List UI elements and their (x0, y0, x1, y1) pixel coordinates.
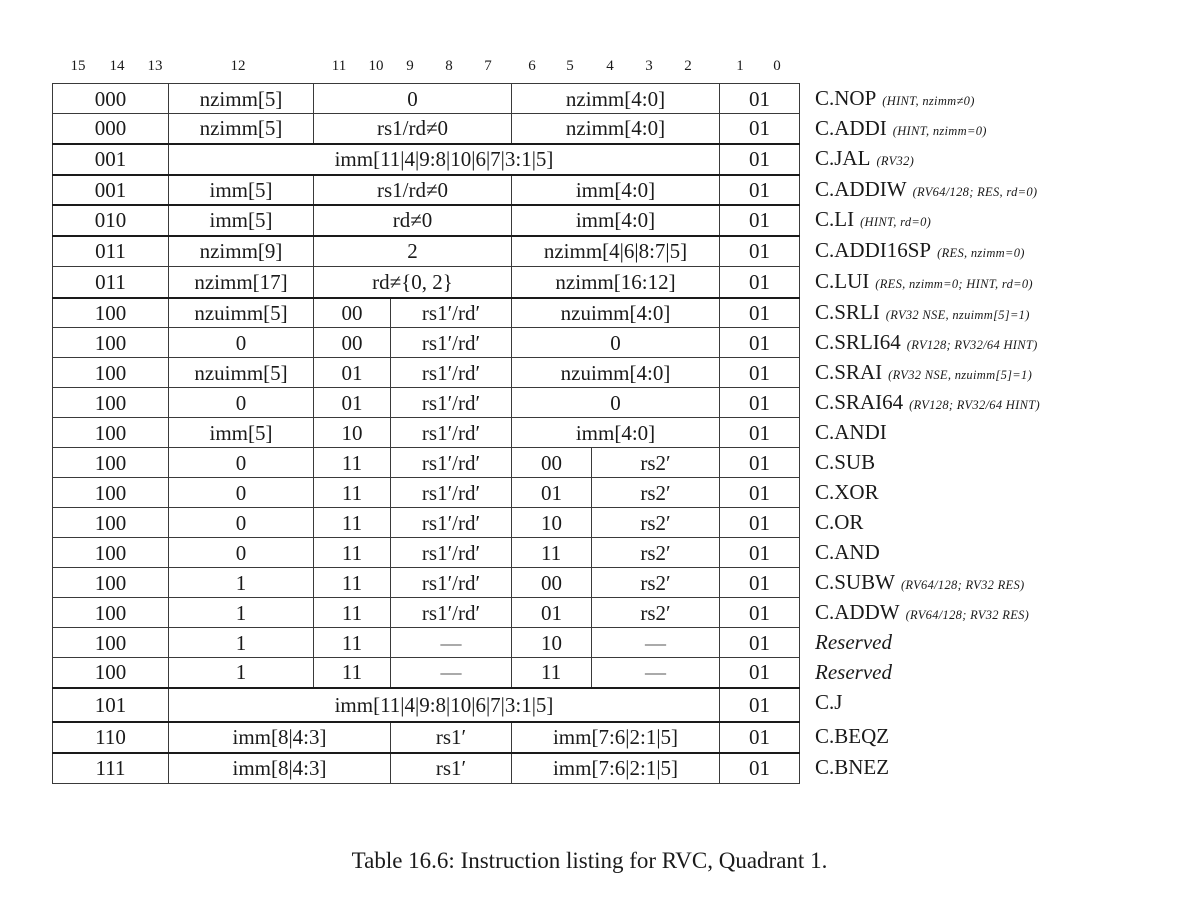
instruction-name: C.BNEZ (815, 755, 890, 779)
encoding-field: 11 (314, 448, 391, 478)
encoding-field: rs1′/rd′ (391, 388, 512, 418)
encoding-field: rs1′/rd′ (391, 538, 512, 568)
encoding-field: 100 (53, 358, 169, 388)
encoding-field: 1 (169, 598, 314, 628)
encoding-field: 0 (169, 448, 314, 478)
encoding-field: 01 (720, 236, 800, 267)
instruction-label (815, 143, 914, 173)
encoding-field: 0 (169, 478, 314, 508)
encoding-table (52, 83, 800, 784)
bit-label: 11 (331, 58, 347, 74)
instruction-note: (RV32) (876, 154, 915, 168)
instruction-name: C.ADDW (815, 600, 900, 624)
encoding-field: imm[4:0] (512, 205, 720, 236)
table-row (53, 236, 800, 267)
instruction-label (815, 266, 1033, 296)
table-row (53, 722, 800, 753)
encoding-field: rd≠{0, 2} (314, 267, 512, 298)
instruction-label (815, 297, 1030, 327)
instruction-label (815, 235, 1025, 265)
encoding-field: 11 (314, 658, 391, 688)
instruction-label (815, 627, 892, 657)
instruction-label (815, 597, 1029, 627)
encoding-field: rs1′ (391, 722, 512, 753)
instruction-name: C.ADDIW (815, 177, 907, 201)
encoding-field: 01 (720, 418, 800, 448)
instruction-name: C.LI (815, 207, 855, 231)
bit-label: 9 (406, 58, 414, 74)
encoding-field: 01 (720, 478, 800, 508)
encoding-field: 01 (512, 598, 592, 628)
encoding-field: 100 (53, 298, 169, 328)
encoding-field: nzuimm[5] (169, 358, 314, 388)
table-row (53, 114, 800, 144)
instruction-name: C.SRAI (815, 360, 883, 384)
encoding-field: rs1′/rd′ (391, 358, 512, 388)
encoding-field: imm[7:6|2:1|5] (512, 722, 720, 753)
bit-label: 12 (230, 58, 246, 74)
instruction-label (815, 657, 892, 687)
table-row (53, 358, 800, 388)
encoding-field: 01 (720, 144, 800, 175)
encoding-field: 1 (169, 568, 314, 598)
encoding-field: rs1′/rd′ (391, 328, 512, 358)
instruction-label (815, 327, 1038, 357)
encoding-field: nzimm[4:0] (512, 114, 720, 144)
bit-label: 3 (645, 58, 653, 74)
table-row (53, 418, 800, 448)
instruction-label (815, 567, 1025, 597)
encoding-field: 01 (720, 358, 800, 388)
encoding-field: 11 (314, 538, 391, 568)
instruction-name: C.SRLI64 (815, 330, 901, 354)
table-row (53, 144, 800, 175)
instruction-name: Reserved (815, 660, 892, 684)
encoding-field: 01 (720, 508, 800, 538)
encoding-field: 101 (53, 688, 169, 722)
encoding-field: imm[8|4:3] (169, 753, 391, 784)
instruction-name: C.SRAI64 (815, 390, 904, 414)
encoding-field: rs2′ (592, 538, 720, 568)
encoding-field: nzuimm[4:0] (512, 298, 720, 328)
encoding-field: 100 (53, 418, 169, 448)
instruction-label (815, 752, 889, 782)
encoding-field: nzimm[4:0] (512, 84, 720, 114)
encoding-field: 100 (53, 388, 169, 418)
instruction-name: C.AND (815, 540, 880, 564)
bit-label: 2 (684, 58, 692, 74)
encoding-field: — (391, 628, 512, 658)
encoding-field: rs1′/rd′ (391, 298, 512, 328)
encoding-field: 01 (720, 175, 800, 205)
encoding-field: 0 (169, 388, 314, 418)
encoding-field: nzuimm[5] (169, 298, 314, 328)
encoding-field: 100 (53, 598, 169, 628)
encoding-field: 10 (314, 418, 391, 448)
encoding-field: nzimm[5] (169, 114, 314, 144)
encoding-field: 100 (53, 448, 169, 478)
encoding-field: 11 (314, 598, 391, 628)
encoding-field: 00 (512, 568, 592, 598)
instruction-note: (HINT, nzimm=0) (892, 124, 987, 138)
encoding-field: 01 (720, 598, 800, 628)
instruction-label (815, 357, 1032, 387)
bit-label: 10 (368, 58, 384, 74)
table-row (53, 267, 800, 298)
encoding-field: 11 (512, 538, 592, 568)
instruction-label (815, 537, 880, 567)
table-row (53, 508, 800, 538)
instruction-note: (RV64/128; RV32 RES) (900, 578, 1025, 592)
encoding-field: rs2′ (592, 568, 720, 598)
instruction-name: C.ANDI (815, 420, 887, 444)
encoding-field: 10 (512, 628, 592, 658)
instruction-note: (RV128; RV32/64 HINT) (906, 338, 1038, 352)
bit-label: 13 (147, 58, 163, 74)
encoding-field: nzimm[17] (169, 267, 314, 298)
encoding-field: 011 (53, 236, 169, 267)
encoding-field: — (592, 658, 720, 688)
instruction-name: Reserved (815, 630, 892, 654)
table-row (53, 658, 800, 688)
instruction-label (815, 507, 863, 537)
table-row (53, 84, 800, 114)
encoding-field: 01 (314, 358, 391, 388)
encoding-field: 000 (53, 114, 169, 144)
encoding-field: rs2′ (592, 478, 720, 508)
encoding-field: 01 (314, 388, 391, 418)
encoding-field: 0 (169, 508, 314, 538)
bit-label: 8 (445, 58, 453, 74)
instruction-name: C.SUBW (815, 570, 895, 594)
instruction-label (815, 83, 975, 113)
encoding-field: 010 (53, 205, 169, 236)
encoding-field: 01 (720, 388, 800, 418)
encoding-field: 0 (512, 388, 720, 418)
table-row (53, 175, 800, 205)
encoding-field: 100 (53, 478, 169, 508)
encoding-field: rs2′ (592, 448, 720, 478)
encoding-field: 011 (53, 267, 169, 298)
bit-label: 5 (566, 58, 574, 74)
encoding-field: imm[4:0] (512, 418, 720, 448)
encoding-field: 01 (720, 568, 800, 598)
instruction-name: C.OR (815, 510, 864, 534)
encoding-field: 11 (314, 478, 391, 508)
encoding-field: 100 (53, 568, 169, 598)
table-row (53, 328, 800, 358)
encoding-field: rs1′/rd′ (391, 598, 512, 628)
encoding-field: 100 (53, 658, 169, 688)
encoding-field: — (592, 628, 720, 658)
table-row (53, 478, 800, 508)
encoding-field: 01 (720, 114, 800, 144)
encoding-field: nzimm[16:12] (512, 267, 720, 298)
instruction-note: (RV64/128; RV32 RES) (905, 608, 1030, 622)
encoding-field: rs2′ (592, 598, 720, 628)
encoding-field: 01 (720, 628, 800, 658)
encoding-field: 0 (314, 84, 512, 114)
table-row (53, 298, 800, 328)
encoding-field: 11 (314, 508, 391, 538)
encoding-field: 01 (720, 205, 800, 236)
instruction-label (815, 477, 879, 507)
instruction-label (815, 687, 842, 717)
instruction-label (815, 721, 889, 751)
encoding-field: 01 (720, 722, 800, 753)
instruction-label (815, 387, 1040, 417)
encoding-field: rs1′/rd′ (391, 448, 512, 478)
encoding-field: 00 (314, 328, 391, 358)
encoding-field: imm[11|4|9:8|10|6|7|3:1|5] (169, 144, 720, 175)
table-caption: Table 16.6: Instruction listing for RVC, Quadrant 1. (351, 848, 828, 873)
encoding-field: rd≠0 (314, 205, 512, 236)
encoding-field: rs1′/rd′ (391, 568, 512, 598)
encoding-field: 10 (512, 508, 592, 538)
encoding-field: nzimm[4|6|8:7|5] (512, 236, 720, 267)
encoding-field: 001 (53, 175, 169, 205)
instruction-note: (RV32 NSE, nzuimm[5]=1) (885, 308, 1030, 322)
instruction-label (815, 174, 1037, 204)
encoding-field: 100 (53, 508, 169, 538)
instruction-note: (RV64/128; RES, rd=0) (912, 185, 1038, 199)
instruction-name: C.XOR (815, 480, 879, 504)
instruction-name: C.JAL (815, 146, 871, 170)
encoding-field: 000 (53, 84, 169, 114)
instruction-label (815, 417, 887, 447)
table-row (53, 568, 800, 598)
encoding-field: 0 (169, 538, 314, 568)
encoding-field: 00 (512, 448, 592, 478)
encoding-field: 11 (314, 568, 391, 598)
bit-label: 1 (736, 58, 744, 74)
encoding-field: — (391, 658, 512, 688)
instruction-note: (RV128; RV32/64 HINT) (909, 398, 1040, 412)
encoding-field: 111 (53, 753, 169, 784)
encoding-field: imm[5] (169, 205, 314, 236)
encoding-field: 100 (53, 328, 169, 358)
encoding-field: 01 (720, 753, 800, 784)
encoding-field: 01 (720, 267, 800, 298)
encoding-field: 01 (720, 688, 800, 722)
table-row (53, 688, 800, 722)
encoding-field: 01 (720, 538, 800, 568)
encoding-field: imm[7:6|2:1|5] (512, 753, 720, 784)
bit-label: 7 (484, 58, 492, 74)
encoding-field: 1 (169, 658, 314, 688)
encoding-field: nzuimm[4:0] (512, 358, 720, 388)
instruction-label (815, 113, 987, 143)
encoding-field: imm[11|4|9:8|10|6|7|3:1|5] (169, 688, 720, 722)
instruction-name: C.SRLI (815, 300, 880, 324)
bit-label: 6 (528, 58, 536, 74)
encoding-field: rs1′/rd′ (391, 418, 512, 448)
encoding-field: nzimm[5] (169, 84, 314, 114)
encoding-field: imm[5] (169, 175, 314, 205)
instruction-name: C.J (815, 690, 843, 714)
encoding-field: 01 (720, 658, 800, 688)
encoding-field: 0 (169, 328, 314, 358)
table-row (53, 205, 800, 236)
encoding-field: imm[4:0] (512, 175, 720, 205)
instruction-name: C.LUI (815, 269, 870, 293)
instruction-name: C.ADDI16SP (815, 238, 932, 262)
encoding-field: rs1′ (391, 753, 512, 784)
encoding-field: 100 (53, 538, 169, 568)
encoding-field: 01 (720, 448, 800, 478)
instruction-note: (HINT, nzimm≠0) (882, 94, 975, 108)
table-row (53, 538, 800, 568)
encoding-field: 110 (53, 722, 169, 753)
instruction-label (815, 447, 875, 477)
instruction-label (815, 204, 931, 234)
bit-label: 14 (109, 58, 125, 74)
instruction-note: (RES, nzimm=0; HINT, rd=0) (875, 277, 1033, 291)
encoding-field: 100 (53, 628, 169, 658)
instruction-note: (RV32 NSE, nzuimm[5]=1) (888, 368, 1033, 382)
bit-label: 4 (606, 58, 614, 74)
encoding-field: rs2′ (592, 508, 720, 538)
encoding-field: 01 (720, 328, 800, 358)
table-row (53, 598, 800, 628)
table-row (53, 628, 800, 658)
encoding-field: 01 (720, 298, 800, 328)
encoding-field: rs1′/rd′ (391, 508, 512, 538)
encoding-field: 1 (169, 628, 314, 658)
encoding-field: 01 (512, 478, 592, 508)
encoding-field: 11 (512, 658, 592, 688)
encoding-field: 0 (512, 328, 720, 358)
encoding-field: rs1/rd≠0 (314, 114, 512, 144)
instruction-name: C.BEQZ (815, 724, 890, 748)
bit-label: 0 (773, 58, 781, 74)
instruction-note: (RES, nzimm=0) (937, 246, 1025, 260)
encoding-field: rs1′/rd′ (391, 478, 512, 508)
table-row (53, 448, 800, 478)
encoding-field: imm[5] (169, 418, 314, 448)
instruction-name: C.ADDI (815, 116, 887, 140)
encoding-field: 00 (314, 298, 391, 328)
encoding-field: 2 (314, 236, 512, 267)
encoding-field: 001 (53, 144, 169, 175)
instruction-name: C.NOP (815, 86, 877, 110)
encoding-field: rs1/rd≠0 (314, 175, 512, 205)
instruction-note: (HINT, rd=0) (860, 215, 932, 229)
table-row (53, 753, 800, 784)
encoding-field: nzimm[9] (169, 236, 314, 267)
table-row (53, 388, 800, 418)
encoding-field: 11 (314, 628, 391, 658)
instruction-name: C.SUB (815, 450, 876, 474)
encoding-field: 01 (720, 84, 800, 114)
bit-label: 15 (70, 58, 86, 74)
encoding-field: imm[8|4:3] (169, 722, 391, 753)
